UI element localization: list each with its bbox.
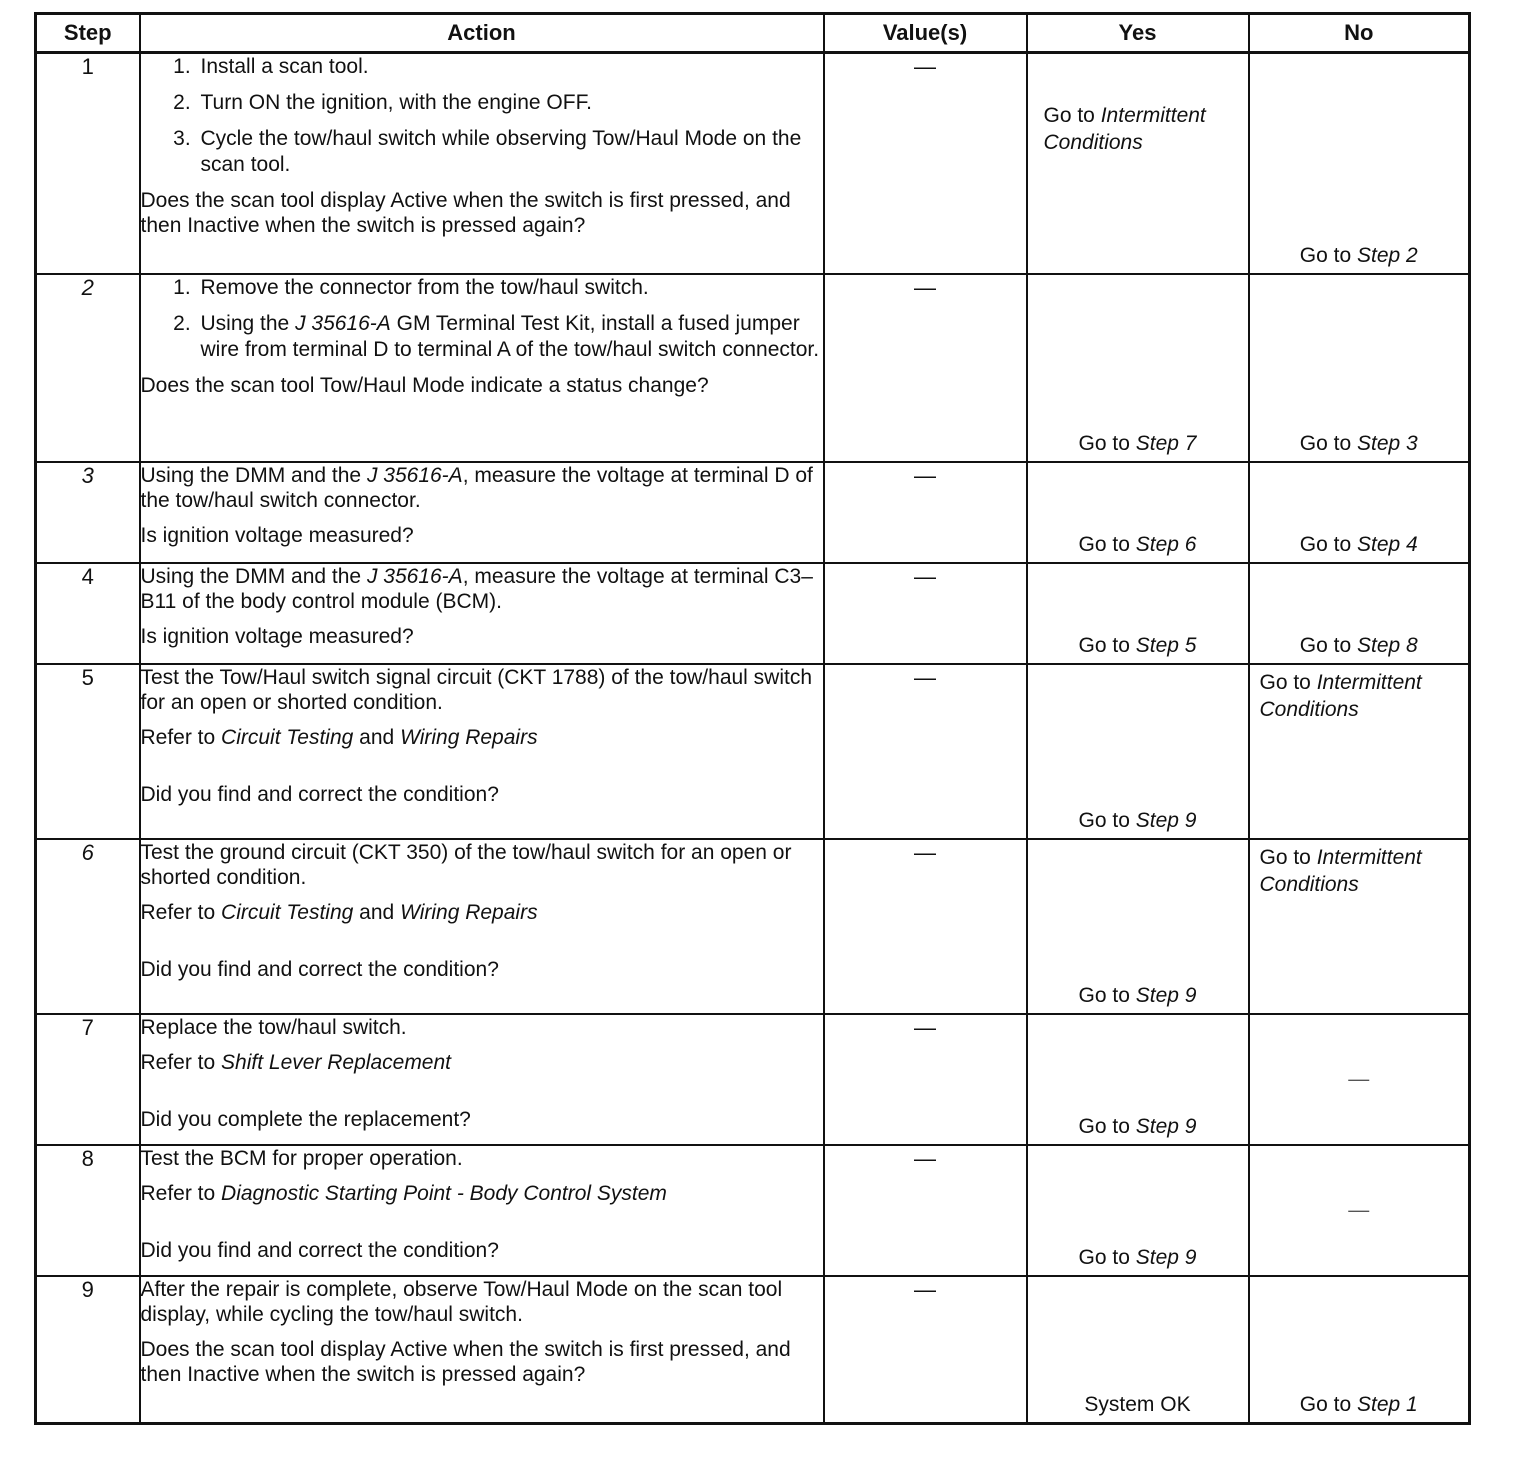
question-text: Did you find and correct the condition?	[140, 957, 499, 981]
go-to-label: Go to	[1043, 104, 1095, 127]
reference-link[interactable]: Wiring Repairs	[400, 900, 538, 924]
action-cell	[140, 274, 824, 462]
table-row	[36, 664, 1470, 839]
step-number: 8	[36, 1145, 140, 1276]
go-to-label: Go to	[1259, 670, 1311, 694]
table-row	[36, 462, 1470, 563]
yes-reference: Step 9	[1135, 1114, 1197, 1138]
instruction-text: Using the DMM and the J 35616-A, measure the voltage at terminal D of the tow/haul switch connector.	[140, 463, 813, 512]
yes-result[interactable]	[1028, 54, 1248, 156]
yes-result[interactable]	[1028, 807, 1248, 834]
tool-name: J 35616-A	[366, 463, 463, 487]
yes-cell	[1027, 462, 1249, 563]
refer-text: Refer to Diagnostic Starting Point - Body Control System	[140, 1181, 667, 1205]
go-to-label: Go to	[1078, 1245, 1130, 1269]
table-row	[36, 1145, 1470, 1276]
value-cell: —	[824, 563, 1027, 664]
go-to-label: Go to	[1299, 532, 1352, 556]
reference-link[interactable]: Circuit Testing	[221, 900, 354, 924]
yes-reference: Step 9	[1135, 1245, 1197, 1269]
header-values: Value(s)	[824, 14, 1027, 53]
value-cell: —	[824, 53, 1027, 274]
action-cell	[140, 664, 824, 839]
action-cell	[140, 839, 824, 1014]
value-cell: —	[824, 1145, 1027, 1276]
action-step: 2. Using the J 35616-A GM Terminal Test Kit, install a fused jumper wire from terminal D to terminal A of the tow/haul switch connector.	[197, 311, 823, 363]
no-result[interactable]	[1250, 665, 1469, 723]
no-result[interactable]	[1250, 632, 1469, 659]
instruction-text: After the repair is complete, observe Tow/Haul Mode on the scan tool display, while cycling the tow/haul switch.	[140, 1277, 783, 1326]
question-text: Did you find and correct the condition?	[140, 782, 499, 806]
value-cell: —	[824, 664, 1027, 839]
instruction-text: Replace the tow/haul switch.	[140, 1015, 407, 1039]
no-cell	[1249, 462, 1470, 563]
go-to-label: Go to	[1078, 808, 1130, 832]
question-text: Does the scan tool display Active when the switch is first pressed, and then Inactive when the switch is pressed again?	[140, 1337, 791, 1386]
value-cell: —	[824, 1276, 1027, 1424]
reference-link[interactable]: Diagnostic Starting Point - Body Control System	[221, 1181, 667, 1205]
table-row	[36, 274, 1470, 462]
header-yes: Yes	[1027, 14, 1249, 53]
yes-result[interactable]	[1028, 1113, 1248, 1140]
go-to-label: Go to	[1299, 1393, 1352, 1416]
action-step: 1. Remove the connector from the tow/haul switch.	[197, 275, 823, 301]
header-no: No	[1249, 14, 1470, 53]
step-number: 6	[36, 839, 140, 1014]
no-cell	[1249, 1145, 1470, 1276]
no-reference: Step 2	[1357, 243, 1418, 267]
go-to-label: Go to	[1299, 633, 1352, 657]
no-result[interactable]	[1250, 1391, 1469, 1418]
yes-cell	[1027, 1276, 1249, 1424]
yes-reference: Step 9	[1135, 808, 1197, 832]
instruction-text: Test the ground circuit (CKT 350) of the tow/haul switch for an open or shorted condition.	[140, 840, 792, 889]
tool-name: J 35616-A	[295, 311, 391, 335]
step-number: 7	[36, 1014, 140, 1145]
yes-reference: Step 5	[1135, 633, 1197, 657]
no-reference: Step 4	[1357, 532, 1418, 556]
no-result[interactable]	[1250, 242, 1469, 269]
step-number: 3	[36, 462, 140, 563]
step-number: 4	[36, 563, 140, 664]
table-row	[36, 1014, 1470, 1145]
step-number: 1	[36, 53, 140, 274]
table-row	[36, 1276, 1470, 1424]
go-to-label: Go to	[1078, 532, 1130, 556]
yes-reference: Step 7	[1135, 431, 1197, 455]
header-step: Step	[36, 14, 140, 53]
tool-name: J 35616-A	[366, 564, 463, 588]
question-text: Did you find and correct the condition?	[140, 1238, 499, 1262]
yes-result[interactable]	[1028, 430, 1248, 457]
no-reference: Intermittent Conditions	[1259, 845, 1422, 896]
yes-cell	[1027, 1014, 1249, 1145]
yes-result[interactable]	[1028, 531, 1248, 558]
table-header	[36, 14, 1470, 53]
action-cell	[140, 462, 824, 563]
action-cell	[140, 1145, 824, 1276]
action-cell	[140, 563, 824, 664]
go-to-label: Go to	[1299, 431, 1352, 455]
no-cell	[1249, 53, 1470, 274]
yes-cell	[1027, 563, 1249, 664]
no-reference: Step 8	[1357, 633, 1418, 657]
table-row	[36, 563, 1470, 664]
go-to-label: Go to	[1078, 633, 1130, 657]
no-result[interactable]	[1250, 430, 1469, 457]
no-cell	[1249, 274, 1470, 462]
no-cell	[1249, 563, 1470, 664]
step-number: 2	[36, 274, 140, 462]
value-cell: —	[824, 1014, 1027, 1145]
no-reference: Intermittent Conditions	[1259, 670, 1422, 721]
no-reference: Step 1	[1357, 1393, 1418, 1416]
value-cell: —	[824, 462, 1027, 563]
go-to-label: Go to	[1078, 1114, 1130, 1138]
yes-result: System OK	[1084, 1393, 1191, 1416]
yes-reference: Step 9	[1135, 983, 1197, 1007]
no-cell	[1249, 1014, 1470, 1145]
refer-text: Refer to Shift Lever Replacement	[140, 1050, 452, 1074]
yes-reference: Intermittent Conditions	[1043, 104, 1206, 154]
value-cell: —	[824, 274, 1027, 462]
action-step: 1. Install a scan tool.	[197, 54, 823, 80]
yes-reference: Step 6	[1135, 532, 1197, 556]
yes-result[interactable]	[1028, 1244, 1248, 1271]
reference-link[interactable]: Wiring Repairs	[400, 725, 538, 749]
header-action: Action	[140, 14, 824, 53]
question-text: Does the scan tool Tow/Haul Mode indicate a status change?	[140, 373, 709, 397]
no-cell	[1249, 839, 1470, 1014]
step-number: 5	[36, 664, 140, 839]
yes-result[interactable]	[1028, 982, 1248, 1009]
action-steps	[141, 275, 823, 363]
instruction-text: Test the Tow/Haul switch signal circuit (CKT 1788) of the tow/haul switch for an open or shorted condition.	[140, 665, 813, 714]
table-row	[36, 839, 1470, 1014]
instruction-text: Using the DMM and the J 35616-A, measure the voltage at terminal C3–B11 of the body control module (BCM).	[140, 564, 813, 613]
no-result: —	[1348, 1067, 1370, 1091]
no-reference: Step 3	[1357, 431, 1418, 455]
diagnostic-table	[34, 12, 1471, 1425]
go-to-label: Go to	[1259, 845, 1311, 869]
action-cell	[140, 1014, 824, 1145]
go-to-label: Go to	[1299, 243, 1352, 267]
action-cell	[140, 53, 824, 274]
yes-result[interactable]	[1028, 632, 1248, 659]
action-steps	[141, 54, 823, 178]
yes-cell	[1027, 274, 1249, 462]
action-step: 3. Cycle the tow/haul switch while observing Tow/Haul Mode on the scan tool.	[197, 126, 823, 178]
question-text: Is ignition voltage measured?	[140, 624, 414, 648]
yes-cell	[1027, 839, 1249, 1014]
refer-text: Refer to Circuit Testing and Wiring Repairs	[140, 725, 538, 749]
go-to-label: Go to	[1078, 431, 1130, 455]
no-result[interactable]	[1250, 840, 1469, 898]
table-row	[36, 53, 1470, 274]
reference-link[interactable]: Circuit Testing	[221, 725, 354, 749]
go-to-label: Go to	[1078, 983, 1130, 1007]
no-result[interactable]	[1250, 531, 1469, 558]
question-text: Is ignition voltage measured?	[140, 523, 414, 547]
no-cell	[1249, 1276, 1470, 1424]
question-text: Does the scan tool display Active when the switch is first pressed, and then Inactive when the switch is pressed again?	[140, 189, 791, 237]
action-step: 2. Turn ON the ignition, with the engine OFF.	[197, 90, 823, 116]
step-number: 9	[36, 1276, 140, 1424]
yes-cell	[1027, 664, 1249, 839]
action-cell	[140, 1276, 824, 1424]
question-text: Did you complete the replacement?	[140, 1107, 471, 1131]
instruction-text: Test the BCM for proper operation.	[140, 1146, 463, 1170]
reference-link[interactable]: Shift Lever Replacement	[221, 1050, 452, 1074]
value-cell: —	[824, 839, 1027, 1014]
no-cell	[1249, 664, 1470, 839]
yes-cell	[1027, 53, 1249, 274]
refer-text: Refer to Circuit Testing and Wiring Repairs	[140, 900, 538, 924]
yes-cell	[1027, 1145, 1249, 1276]
no-result: —	[1348, 1198, 1370, 1222]
